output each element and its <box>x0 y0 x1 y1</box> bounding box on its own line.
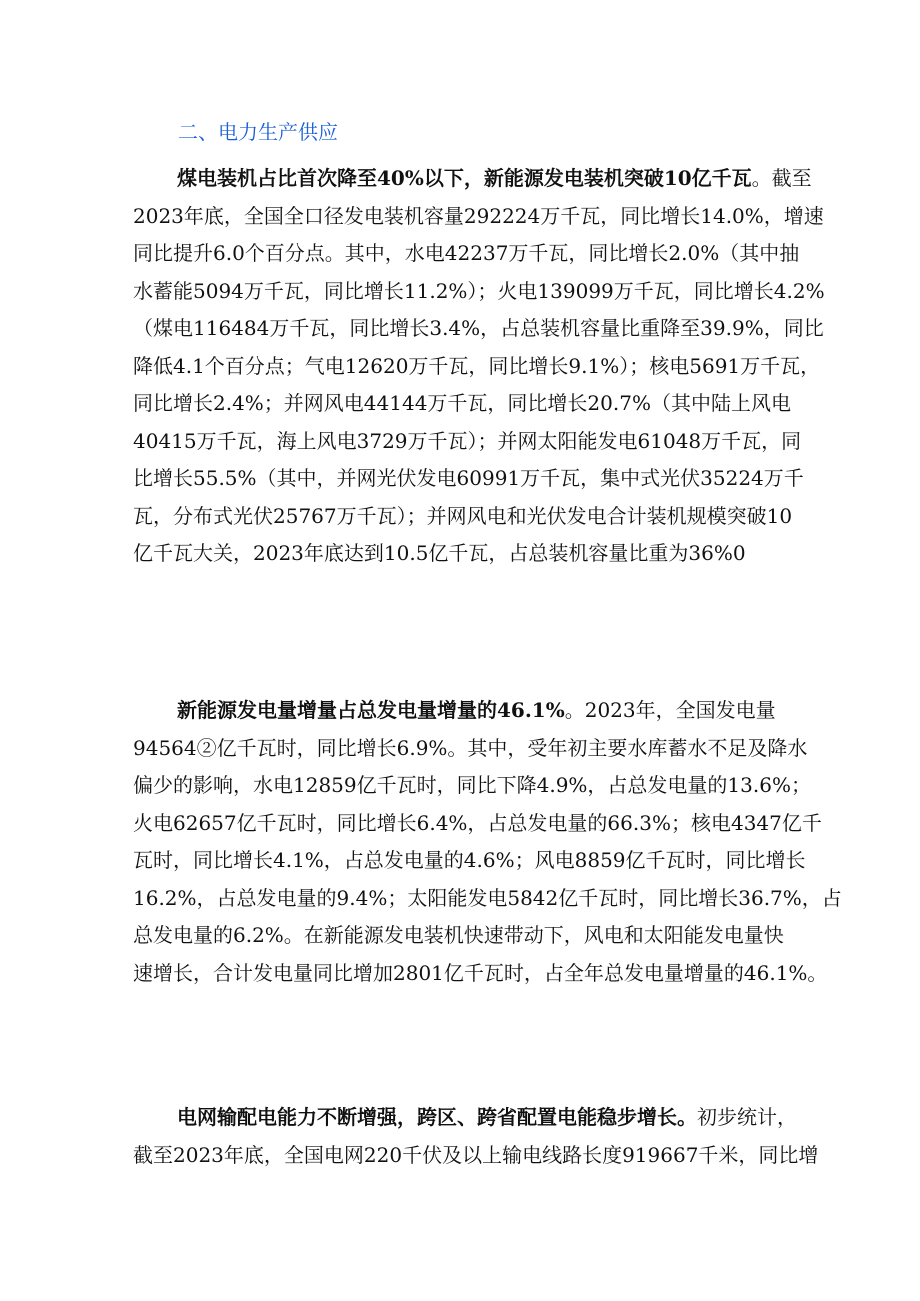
paragraph-line: 94564②亿千瓦时，同比增长6.9%。其中，受年初主要水库蓄水不足及降水 <box>133 735 808 760</box>
paragraph-line: （煤电116484万千瓦，同比增长3.4%，占总装机容量比重降至39.9%，同比 <box>133 316 824 340</box>
paragraph-line <box>133 160 812 198</box>
paragraph-line: 比增长55.5%（其中，并网光伏发电60991万千瓦，集中式光伏35224万千 <box>133 466 804 490</box>
paragraph-power-generation <box>133 692 842 992</box>
paragraph-line <box>133 692 793 730</box>
paragraph-grid-transmission <box>133 1099 819 1174</box>
paragraph-line: 水蓄能5094万千瓦，同比增长11.2%）；火电139099万千瓦，同比增长4.2% <box>133 278 825 303</box>
paragraph-line <box>133 1099 797 1137</box>
paragraph-line: 截至2023年底，全国电网220千伏及以上输电线路长度919667千米，同比增 <box>133 1142 819 1167</box>
paragraph-text: 。2023年，全国发电量 <box>564 698 776 722</box>
paragraph-line: 总发电量的6.2%。在新能源发电装机快速带动下，风电和太阳能发电量快 <box>133 923 784 947</box>
paragraph-lead: 煤电装机占比首次降至40%以下，新能源发电装机突破10亿千瓦 <box>177 166 752 190</box>
paragraph-line: 2023年底，全国全口径发电装机容量292224万千瓦，同比增长14.0%，增速 <box>133 203 824 228</box>
section-heading: 二、电力生产供应 <box>178 120 338 144</box>
paragraph-installed-capacity <box>133 160 825 573</box>
paragraph-line: 降低4.1个百分点；气电12620万千瓦，同比增长9.1%）；核电5691万千瓦， <box>133 353 821 378</box>
paragraph-line: 亿千瓦大关，2023年底达到10.5亿千瓦，占总装机容量比重为36%0 <box>133 541 746 565</box>
paragraph-line: 同比提升6.0个百分点。其中，水电42237万千瓦，同比增长2.0%（其中抽 <box>133 241 800 265</box>
paragraph-line: 同比增长2.4%；并网风电44144万千瓦，同比增长20.7%（其中陆上风电 <box>133 391 791 415</box>
paragraph-line: 16.2%，占总发电量的9.4%；太阳能发电5842亿千瓦时，同比增长36.7%，占 <box>133 885 842 910</box>
paragraph-text: 。截至 <box>751 166 812 190</box>
paragraph-lead: 新能源发电量增量占总发电量增量的46.1% <box>177 698 565 722</box>
paragraph-line: 速增长，合计发电量同比增加2801亿千瓦时，占全年总发电量增量的46.1%。 <box>133 960 828 985</box>
paragraph-line: 偏少的影响，水电12859亿千瓦时，同比下降4.9%，占总发电量的13.6%； <box>133 773 811 797</box>
paragraph-line: 火电62657亿千瓦时，同比增长6.4%，占总发电量的66.3%；核电4347亿千 <box>133 810 822 835</box>
paragraph-text: 初步统计， <box>697 1105 797 1129</box>
paragraph-line: 瓦，分布式光伏25767万千瓦）；并网风电和光伏发电合计装机规模突破10 <box>133 503 793 528</box>
paragraph-line: 40415万千瓦，海上风电3729万千瓦）；并网太阳能发电61048万千瓦，同 <box>133 428 802 453</box>
paragraph-lead: 电网输配电能力不断增强，跨区、跨省配置电能稳步增长。 <box>177 1105 697 1129</box>
paragraph-line: 瓦时，同比增长4.1%，占总发电量的4.6%；风电8859亿千瓦时，同比增长 <box>133 848 806 872</box>
